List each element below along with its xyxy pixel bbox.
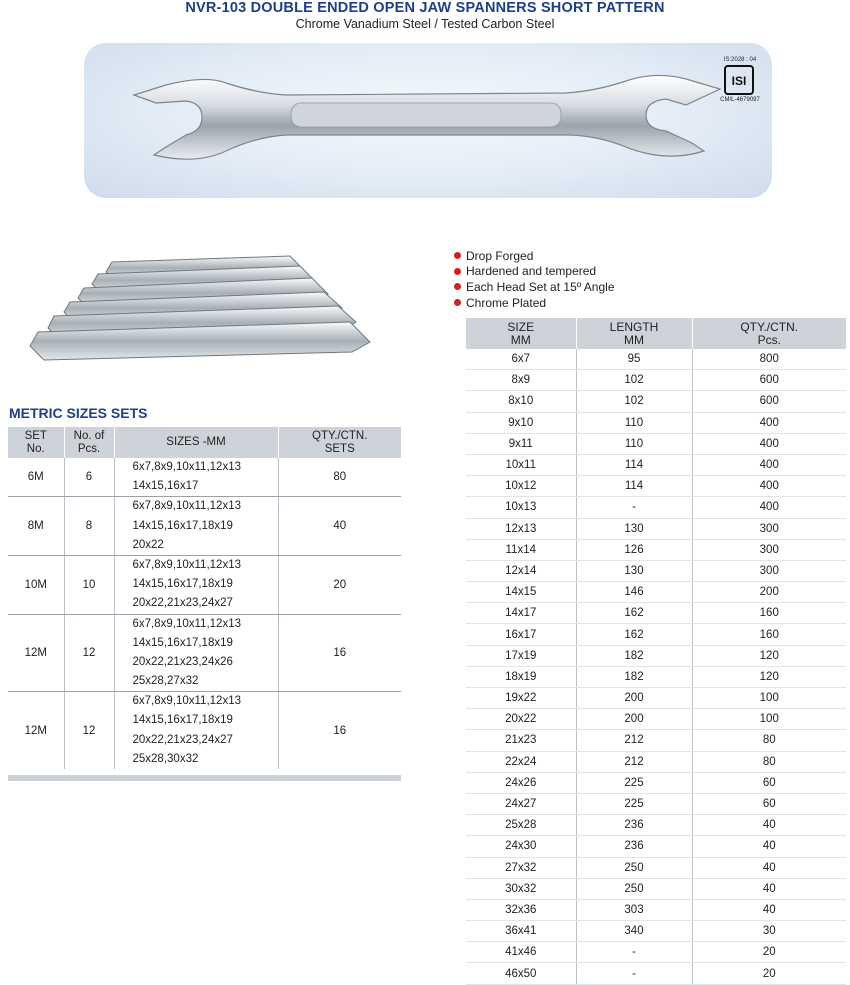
qty-cell: 40	[692, 878, 846, 899]
qty-cell: 80	[692, 730, 846, 751]
feature-list	[454, 248, 615, 310]
header-size: SIZE MM	[466, 318, 576, 349]
size-cell: 32x36	[466, 899, 576, 920]
length-cell: -	[576, 963, 692, 984]
feature-item	[454, 295, 615, 311]
size-cell: 12x13	[466, 518, 576, 539]
table-row	[466, 815, 846, 836]
qty-cell: 20	[278, 555, 401, 614]
size-cell: 9x10	[466, 412, 576, 433]
length-cell: 212	[576, 730, 692, 751]
length-cell: 162	[576, 603, 692, 624]
pcs-cell: 10	[64, 555, 114, 614]
size-cell: 22x24	[466, 751, 576, 772]
qty-cell: 400	[692, 476, 846, 497]
length-cell: -	[576, 942, 692, 963]
table-row	[466, 772, 846, 793]
isi-mark	[715, 57, 765, 109]
sizes-cell: 6x7,8x9,10x11,12x13 14x15,16x17	[114, 458, 278, 497]
feature-text: Hardened and tempered	[466, 264, 597, 279]
length-cell: 162	[576, 624, 692, 645]
table-row	[8, 614, 401, 692]
table-row	[466, 921, 846, 942]
length-cell: 146	[576, 582, 692, 603]
size-cell: 9x11	[466, 433, 576, 454]
isi-standard-text: IS:2028 : 04	[723, 57, 757, 63]
qty-cell: 20	[692, 942, 846, 963]
qty-cell: 40	[692, 836, 846, 857]
header-set-no: SET No.	[8, 427, 64, 458]
set-no-cell: 12M	[8, 614, 64, 692]
table-row	[466, 857, 846, 878]
qty-cell: 400	[692, 497, 846, 518]
qty-cell: 160	[692, 624, 846, 645]
table-row	[466, 963, 846, 984]
size-cell: 24x30	[466, 836, 576, 857]
length-cell: 225	[576, 793, 692, 814]
length-cell: 102	[576, 391, 692, 412]
size-table-body	[466, 349, 846, 984]
qty-cell: 40	[692, 899, 846, 920]
table-row	[466, 666, 846, 687]
isi-logo-text: ISI	[731, 74, 747, 88]
qty-cell: 40	[692, 815, 846, 836]
qty-cell: 400	[692, 454, 846, 475]
qty-cell: 120	[692, 666, 846, 687]
set-no-cell: 8M	[8, 497, 64, 556]
pcs-cell: 8	[64, 497, 114, 556]
table-row	[466, 433, 846, 454]
length-cell: 225	[576, 772, 692, 793]
table-header-row	[466, 318, 846, 349]
length-cell: 114	[576, 454, 692, 475]
feature-item	[454, 248, 615, 264]
size-cell: 8x9	[466, 370, 576, 391]
size-cell: 21x23	[466, 730, 576, 751]
size-cell: 27x32	[466, 857, 576, 878]
qty-cell: 80	[278, 458, 401, 497]
page-title: NVR-103 DOUBLE ENDED OPEN JAW SPANNERS SHORT PATTERN	[185, 0, 665, 16]
size-cell: 46x50	[466, 963, 576, 984]
table-row	[466, 942, 846, 963]
qty-cell: 60	[692, 772, 846, 793]
qty-cell: 100	[692, 709, 846, 730]
spanner-image	[126, 55, 726, 175]
qty-cell: 300	[692, 560, 846, 581]
size-cell: 16x17	[466, 624, 576, 645]
qty-cell: 20	[692, 963, 846, 984]
length-cell: 250	[576, 878, 692, 899]
qty-cell: 600	[692, 370, 846, 391]
table-row	[466, 836, 846, 857]
qty-cell: 40	[278, 497, 401, 556]
size-cell: 20x22	[466, 709, 576, 730]
table-row	[466, 709, 846, 730]
qty-cell: 30	[692, 921, 846, 942]
size-cell: 14x17	[466, 603, 576, 624]
table-row	[466, 603, 846, 624]
length-cell: 340	[576, 921, 692, 942]
table-footer-bar	[8, 775, 401, 781]
qty-cell: 100	[692, 688, 846, 709]
qty-cell: 800	[692, 349, 846, 370]
table-row	[466, 497, 846, 518]
qty-cell: 80	[692, 751, 846, 772]
size-cell: 8x10	[466, 391, 576, 412]
length-cell: 114	[576, 476, 692, 497]
length-cell: 250	[576, 857, 692, 878]
size-cell: 17x19	[466, 645, 576, 666]
table-row	[466, 730, 846, 751]
qty-cell: 400	[692, 433, 846, 454]
size-cell: 30x32	[466, 878, 576, 899]
feature-item	[454, 279, 615, 295]
qty-cell: 200	[692, 582, 846, 603]
table-row	[466, 349, 846, 370]
sizes-cell: 6x7,8x9,10x11,12x13 14x15,16x17,18x19 20x22	[114, 497, 278, 556]
sizes-cell: 6x7,8x9,10x11,12x13 14x15,16x17,18x19 20x22,21x23,24x27 25x28,30x32	[114, 692, 278, 769]
metric-sets-title: METRIC SIZES SETS	[9, 405, 148, 421]
table-row	[466, 645, 846, 666]
qty-cell: 300	[692, 539, 846, 560]
size-cell: 10x12	[466, 476, 576, 497]
size-cell: 41x46	[466, 942, 576, 963]
isi-logo-icon	[724, 65, 754, 95]
feature-text: Chrome Plated	[466, 295, 547, 310]
page-subtitle: Chrome Vanadium Steel / Tested Carbon Steel	[295, 17, 555, 31]
length-cell: 130	[576, 560, 692, 581]
table-row	[466, 560, 846, 581]
length-cell: 102	[576, 370, 692, 391]
header-pcs: No. of Pcs.	[64, 427, 114, 458]
length-cell: 182	[576, 666, 692, 687]
length-cell: 126	[576, 539, 692, 560]
set-no-cell: 12M	[24, 724, 47, 737]
length-cell: 95	[576, 349, 692, 370]
length-cell: 110	[576, 433, 692, 454]
table-row	[466, 688, 846, 709]
qty-cell: 40	[692, 857, 846, 878]
table-row	[8, 497, 401, 556]
feature-text: Each Head Set at 15º Angle	[466, 279, 615, 294]
size-cell: 12x14	[466, 560, 576, 581]
qty-cell: 16	[278, 692, 401, 769]
set-no-cell: 6M	[8, 458, 64, 497]
bullet-icon	[454, 283, 461, 290]
size-cell: 10x13	[466, 497, 576, 518]
size-cell: 25x28	[466, 815, 576, 836]
length-cell: 200	[576, 709, 692, 730]
table-row	[466, 454, 846, 475]
length-cell: -	[576, 497, 692, 518]
size-cell: 24x27	[466, 793, 576, 814]
table-row	[466, 899, 846, 920]
qty-cell: 60	[692, 793, 846, 814]
qty-cell: 120	[692, 645, 846, 666]
header-length: LENGTH MM	[576, 318, 692, 349]
length-cell: 236	[576, 815, 692, 836]
table-row	[466, 878, 846, 899]
pcs-cell: 6	[64, 458, 114, 497]
spanner-set-image	[20, 252, 372, 366]
table-row	[466, 412, 846, 433]
table-row	[466, 518, 846, 539]
size-cell: 11x14	[466, 539, 576, 560]
sizes-cell: 6x7,8x9,10x11,12x13 14x15,16x17,18x19 20x22,21x23,24x27	[114, 555, 278, 614]
length-cell: 200	[576, 688, 692, 709]
bullet-icon	[454, 268, 461, 275]
table-header-row	[8, 427, 401, 458]
table-row	[466, 539, 846, 560]
table-row	[466, 370, 846, 391]
size-cell: 24x26	[466, 772, 576, 793]
size-cell: 18x19	[466, 666, 576, 687]
qty-cell: 600	[692, 391, 846, 412]
length-cell: 182	[576, 645, 692, 666]
header-sizes: SIZES -MM	[114, 427, 278, 458]
length-cell: 303	[576, 899, 692, 920]
length-cell: 212	[576, 751, 692, 772]
length-cell: 110	[576, 412, 692, 433]
qty-cell: 300	[692, 518, 846, 539]
table-row	[466, 582, 846, 603]
size-cell: 10x11	[466, 454, 576, 475]
sizes-cell: 6x7,8x9,10x11,12x13 14x15,16x17,18x19 20x22,21x23,24x26 25x28,27x32	[114, 614, 278, 692]
header-qty-pcs: QTY./CTN. Pcs.	[692, 318, 846, 349]
bullet-icon	[454, 299, 461, 306]
size-cell: 14x15	[466, 582, 576, 603]
bullet-icon	[454, 252, 461, 259]
qty-cell: 16	[278, 614, 401, 692]
table-row	[466, 624, 846, 645]
size-cell: 6x7	[466, 349, 576, 370]
size-cell: 36x41	[466, 921, 576, 942]
table-row	[466, 793, 846, 814]
table-row	[8, 555, 401, 614]
isi-license-text: CM/L-4679097	[720, 97, 760, 103]
metric-sets-table	[8, 427, 401, 769]
pcs-cell: 12	[64, 614, 114, 692]
length-cell: 130	[576, 518, 692, 539]
pcs-cell: 12	[64, 692, 114, 769]
feature-text: Drop Forged	[466, 248, 534, 263]
size-cell: 19x22	[466, 688, 576, 709]
length-cell: 236	[576, 836, 692, 857]
size-table	[466, 318, 846, 985]
qty-cell: 400	[692, 412, 846, 433]
table-row	[8, 692, 401, 769]
qty-cell: 160	[692, 603, 846, 624]
set-no-cell: 10M	[8, 555, 64, 614]
table-row	[8, 458, 401, 497]
header-qty: QTY./CTN. SETS	[278, 427, 401, 458]
feature-item	[454, 264, 615, 280]
table-row	[466, 476, 846, 497]
table-row	[466, 751, 846, 772]
table-row	[466, 391, 846, 412]
